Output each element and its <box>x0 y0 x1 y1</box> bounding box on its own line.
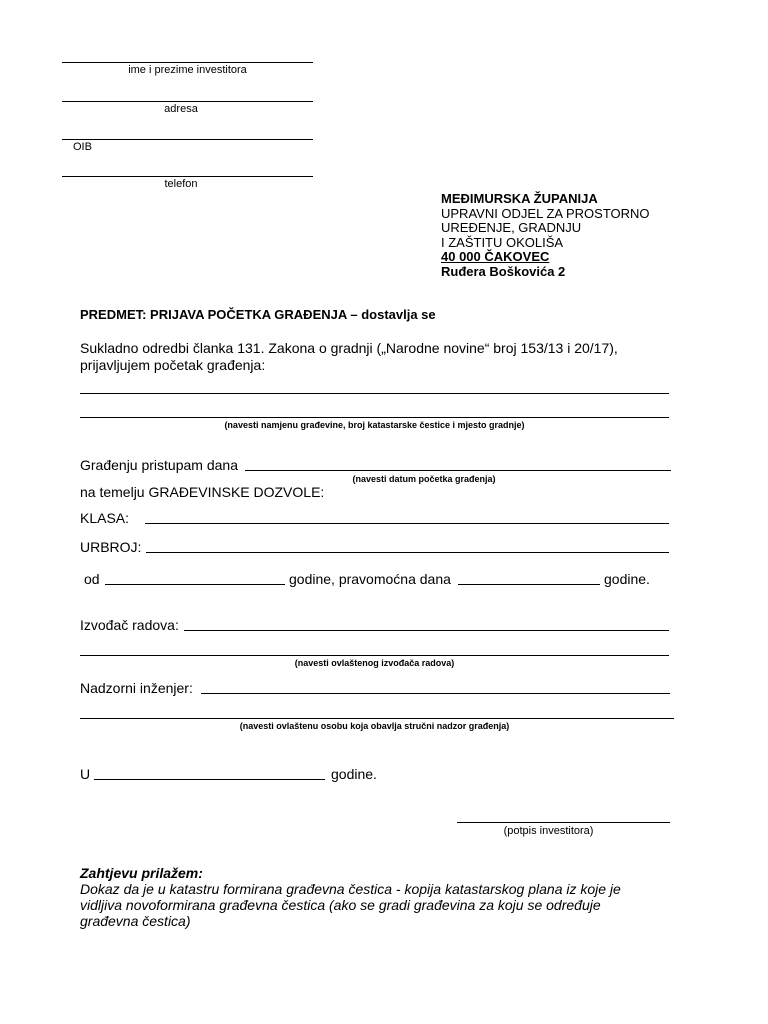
recipient-dept-line3: I ZAŠTITU OKOLIŠA <box>441 234 564 250</box>
investor-address-line[interactable] <box>62 101 313 102</box>
permit-valid-date-line[interactable] <box>458 584 600 585</box>
urbroj-line[interactable] <box>146 552 669 553</box>
place-label: U <box>80 766 91 782</box>
investor-address-caption: adresa <box>164 103 198 115</box>
investor-oib-line[interactable] <box>62 139 313 140</box>
supervisor-line-2[interactable] <box>80 718 674 719</box>
investor-name-caption: ime i prezime investitora <box>128 64 247 76</box>
attachments-line-1: Dokaz da je u katastru formirana građevna čestica - kopija katastarskog plana iz koje je <box>80 881 621 897</box>
attachments-line-3: građevna čestica) <box>80 913 191 929</box>
signature-line[interactable] <box>457 822 670 823</box>
intro-line-2: prijavljujem početak građenja: <box>80 357 266 373</box>
supervisor-label: Nadzorni inženjer: <box>80 680 193 696</box>
start-date-label: Građenju pristupam dana <box>80 457 238 473</box>
recipient-dept-line2: UREĐENJE, GRADNJU <box>441 220 582 235</box>
contractor-line-2[interactable] <box>80 655 669 656</box>
investor-name-line[interactable] <box>62 62 313 63</box>
place-year-label: godine. <box>331 766 377 782</box>
contractor-label: Izvođač radova: <box>80 617 179 633</box>
supervisor-caption: (navesti ovlaštenu osobu koja obavlja stručni nadzor građenja) <box>239 721 510 731</box>
recipient-postcode-city: 40 000 ČAKOVEC <box>441 249 550 264</box>
urbroj-label: URBROJ: <box>80 539 142 555</box>
investor-oib-caption: OIB <box>73 141 92 153</box>
attachments-line-2: vidljiva novoformirana građevna čestica (ako se gradi građevina za koju se određuje <box>80 897 601 913</box>
permit-date-label: od <box>84 571 100 587</box>
recipient-county: MEĐIMURSKA ŽUPANIJA <box>441 191 598 206</box>
permit-date-line[interactable] <box>105 584 285 585</box>
recipient-block <box>441 192 650 279</box>
contractor-caption: (navesti ovlaštenog izvođača radova) <box>294 658 455 668</box>
subject-line: PREDMET: PRIJAVA POČETKA GRAĐENJA – dostavlja se <box>80 307 436 322</box>
intro-line-1: Sukladno odredbi članka 131. Zakona o gradnji („Narodne novine“ broj 153/13 i 20/17), <box>80 340 618 356</box>
recipient-dept-line1: UPRAVNI ODJEL ZA PROSTORNO <box>441 205 650 221</box>
signature-caption: (potpis investitora) <box>503 825 594 837</box>
place-line[interactable] <box>94 779 325 780</box>
purpose-line-2[interactable] <box>80 417 669 418</box>
supervisor-line-1[interactable] <box>201 693 670 694</box>
investor-phone-caption: telefon <box>164 178 198 190</box>
investor-phone-line[interactable] <box>62 176 313 177</box>
klasa-label: KLASA: <box>80 510 130 526</box>
klasa-line[interactable] <box>145 523 669 524</box>
contractor-line-1[interactable] <box>184 630 669 631</box>
recipient-street: Ruđera Boškovića 2 <box>441 263 566 279</box>
permit-heading: na temelju GRAĐEVINSKE DOZVOLE: <box>80 484 325 500</box>
attachments-block <box>80 865 621 929</box>
attachments-heading: Zahtjevu prilažem: <box>80 865 203 881</box>
purpose-line-1[interactable] <box>80 393 669 394</box>
start-date-line[interactable] <box>245 470 671 471</box>
purpose-caption: (navesti namjenu građevine, broj katastarske čestice i mjesto gradnje) <box>224 420 525 430</box>
permit-valid-label: godine, pravomoćna dana <box>289 571 451 587</box>
start-date-caption: (navesti datum početka građenja) <box>352 474 496 484</box>
intro-paragraph <box>80 340 618 374</box>
permit-year-end: godine. <box>604 571 650 587</box>
